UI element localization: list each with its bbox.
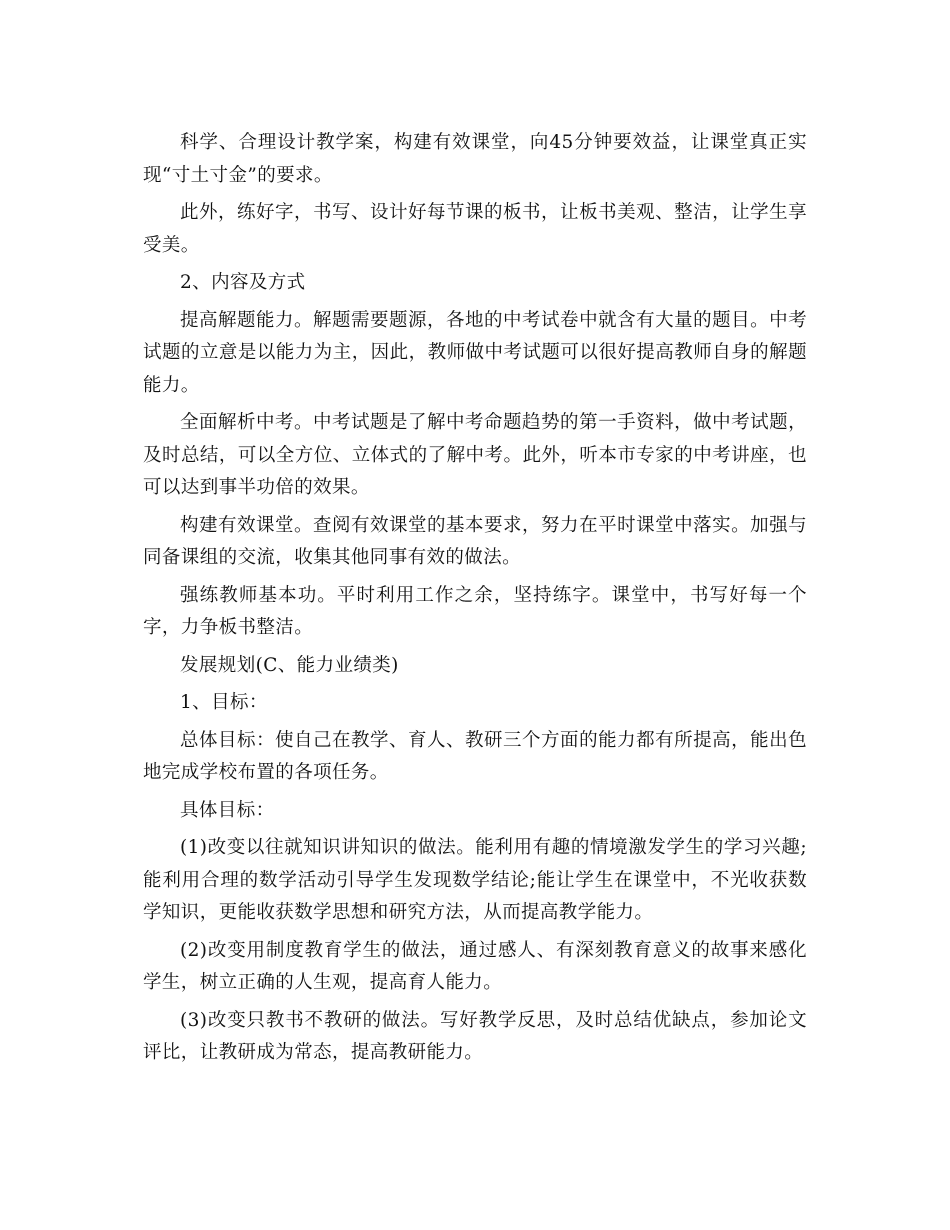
section-heading-content-methods: 2、内容及方式 (180, 272, 306, 293)
paragraph-exam-analysis: 全面解析中考。中考试题是了解中考命题趋势的第一手资料，做中考试题，及时总结，可以全方位、立体式的了解中考。此外，听本市专家的中考讲座，也可以达到事半功倍的效果。 (143, 412, 807, 498)
paragraph-efficient-classroom: 科学、合理设计教学案，构建有效课堂，向45分钟要效益，让课堂真正实现“寸土寸金”的要求。 (143, 132, 807, 186)
paragraph-problem-solving: 提高解题能力。解题需要题源，各地的中考试卷中就含有大量的题目。中考试题的立意是以能力为主，因此，教师做中考试题可以很好提高教师自身的解题能力。 (143, 309, 807, 396)
paragraph-overall-goal: 总体目标：使自己在教学、育人、教研三个方面的能力都有所提高，能出色地完成学校布置的各项任务。 (143, 729, 807, 783)
paragraph-build-classroom: 构建有效课堂。查阅有效课堂的基本要求，努力在平时课堂中落实。加强与同备课组的交流，收集其他同事有效的做法。 (143, 514, 807, 568)
paragraph-goal-1: (1)改变以往就知识讲知识的做法。能利用有趣的情境激发学生的学习兴趣;能利用合理的数学活动引导学生发现数学结论;能让学生在课堂中，不光收获数学知识，更能收获数学思想和研究方法，从而提高教学能力。 (143, 837, 807, 923)
paragraph-basic-skills: 强练教师基本功。平时利用工作之余，坚持练字。课堂中，书写好每一个字，力争板书整洁。 (143, 584, 807, 638)
paragraph-goal-2: (2)改变用制度教育学生的做法，通过感人、有深刻教育意义的故事来感化学生，树立正确的人生观，提高育人能力。 (143, 939, 807, 993)
document-body (143, 127, 807, 1070)
section-heading-development-plan: 发展规划(C、能力业绩类) (180, 654, 399, 676)
section-heading-specific-goals: 具体目标： (180, 799, 275, 821)
paragraph-handwriting: 此外，练好字，书写、设计好每节课的板书，让板书美观、整洁，让学生享受美。 (143, 202, 807, 256)
section-heading-goals: 1、目标： (180, 692, 268, 713)
paragraph-goal-3: (3)改变只教书不教研的做法。写好教学反思，及时总结优缺点，参加论文评比，让教研成为常态，提高教研能力。 (143, 1009, 807, 1063)
